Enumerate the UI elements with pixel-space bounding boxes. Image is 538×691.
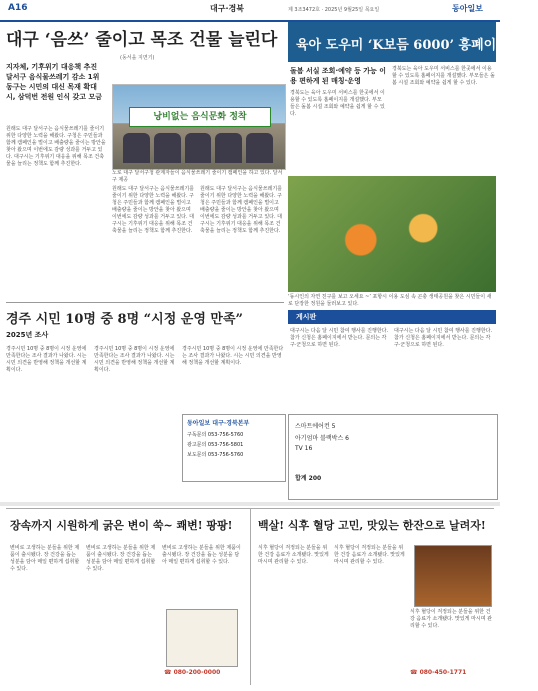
section-divider (0, 502, 500, 506)
main-photo (112, 84, 286, 170)
ad-left-body: 변비로 고생하는 분들을 위한 제품이 출시됐다. 장 건강을 돕는 성분을 담아 매일 편하게 섭취할 수 있다. (86, 545, 156, 572)
product-drink-icon (414, 545, 492, 607)
butterfly-photo (288, 176, 496, 292)
notice-title: 게시판 (296, 313, 317, 321)
ad-left-body: 변비로 고생하는 분들을 위한 제품이 출시됐다. 장 건강을 돕는 성분을 담아 매일 편하게 섭취할 수 있다. (162, 545, 241, 565)
ad-right-body: 식후 혈당이 걱정되는 분들을 위한 건강 음료가 소개됐다. 맛있게 마시며 관리할 수 있다. (410, 609, 492, 629)
right-subhead: 돌봄 서실 조회·예약 등 가능 이용 편하게 된 매칭·운영 (290, 67, 386, 85)
lower-body: 경주시민 10명 중 8명이 시정 운영에 만족한다는 조사 결과가 나왔다. 시는 시민 의견을 반영해 정책을 개선할 계획이다. (182, 346, 284, 366)
ad-left-headline: 장속까지 시원하게 굵은 변이 쑥~ 쾌변! 팡팡! (10, 519, 233, 532)
subhead: 달서구 음식물쓰레기 감소 1위 (6, 73, 100, 81)
notice-body: 대구시는 다음 달 시민 참여 행사를 진행한다. 참가 신청은 홈페이지에서 받는다. 문의는 각 구·군청으로 하면 된다. (290, 328, 389, 348)
contact-row: 보도문의 053-756-5760 (187, 452, 244, 458)
right-photo-caption: ‘동시인의 자연 친구를 보고 오세요 ~’ 포항시 이용 도심 속 곤충 생태공원을 찾은 시민들이 새로 단장한 정원을 둘러보고 있다. (288, 294, 492, 307)
person-figure (123, 133, 150, 163)
main-body-col: 원래도 대구 달서구는 음식물쓰레기를 줄이기 위한 다양한 노력을 해왔다. 구청은 주민들과 함께 캠페인을 벌이고 배출량을 줄이는 방안을 찾아 왔으며 이번에도 감량 성과를 거두고 있다. 대구시는 기후위기 대응을 위해 목조 건축물을 늘리는 정책도 함께 추진한다. (200, 186, 283, 234)
ad-left-body: 변비로 고생하는 분들을 위한 제품이 출시됐다. 장 건강을 돕는 성분을 담아 매일 편하게 섭취할 수 있다. (10, 545, 80, 572)
person-figure (154, 133, 181, 163)
issue-date: 제 3조3472호 · 2025년 9월25일 목요일 (288, 7, 380, 13)
subhead: 시, 삼덕번 전원 인식 갖고 모금 (6, 93, 102, 101)
subhead: 동구는 시민의 대신 목재 확대 (6, 83, 97, 91)
lower-subhead: 2025년 조사 (6, 331, 49, 339)
ad-left-phone: ☎ 080-200-0000 (164, 669, 221, 676)
person-figure (246, 133, 273, 163)
main-body-col: 원래도 대구 달서구는 음식물쓰레기를 줄이기 위한 다양한 노력을 해왔다. 구청은 주민들과 함께 캠페인을 벌이고 배출량을 줄이는 방안을 찾아 왔으며 이번에도 감량 성과를 거두고 있다. 대구시는 기후위기 대응을 위해 목조 건축물을 늘리는 정책도 함께 추진한다. (112, 186, 195, 234)
lower-body: 경주시민 10명 중 8명이 시정 운영에 만족한다는 조사 결과가 나왔다. 시는 시민 의견을 반영해 정책을 개선할 계획이다. (94, 346, 175, 373)
right-headline-box (288, 22, 538, 62)
notice-bar (288, 310, 496, 324)
section-name: 대구·경북 (210, 4, 244, 13)
ad-right-phone: ☎ 080-450-1771 (410, 669, 467, 676)
ad-band (6, 508, 494, 685)
lower-body: 경주시민 10명 중 8명이 시정 운영에 만족한다는 조사 결과가 나왔다. 시는 시민 의견을 반영해 정책을 개선할 계획이다. (6, 346, 87, 373)
product-box-icon (166, 609, 238, 667)
ranking-item: TV 16 (295, 445, 313, 452)
contact-row: 구독문의 053-756-5760 (187, 432, 244, 438)
ranking-item: 아기엄마 블랙박스 6 (295, 435, 350, 442)
photo-banner: 낭비없는 음식문화 정착 (129, 107, 271, 127)
page-header (0, 0, 500, 22)
people-silhouettes (123, 133, 273, 163)
lower-headline: 경주 시민 10명 중 8명 “시정 운영 만족” (6, 312, 244, 327)
ad-right-headline: 백살! 식후 혈당 고민, 맛있는 한잔으로 날려자! (258, 519, 486, 532)
ad-right-body: 식후 혈당이 걱정되는 분들을 위한 건강 음료가 소개됐다. 맛있게 마시며 관리할 수 있다. (258, 545, 329, 565)
person-figure (215, 133, 242, 163)
ranking-total: 합계 200 (295, 475, 322, 482)
subhead: 지자체, 기후위기 대응책 추진 (6, 63, 98, 71)
contact-title: 동아일보 대구·경북본부 (187, 420, 250, 427)
main-headline: 대구 ‘음쓰’ 줄이고 목조 건물 늘린다 (6, 30, 278, 50)
main-photo-caption: 노로 대구 달서구청 관계자들이 음식물쓰레기 줄이기 캠페인을 하고 있다. 달서구 제공 (112, 170, 283, 183)
contact-box (182, 414, 286, 482)
main-byline: (동서을 지면기) (120, 55, 155, 61)
page-number: A16 (8, 3, 28, 13)
main-subheads (6, 62, 110, 102)
main-body-col: 원래도 대구 달서구는 음식물쓰레기를 줄이기 위한 다양한 노력을 해왔다. 구청은 주민들과 함께 캠페인을 벌이고 배출량을 줄이는 방안을 찾아 왔으며 이번에도 감량 성과를 거두고 있다. 대구시는 기후위기 대응을 위해 목조 건축물을 늘리는 정책도 함께 추진한다. (6, 126, 106, 167)
ad-divider (250, 509, 251, 685)
divider (6, 302, 284, 303)
person-figure (185, 133, 212, 163)
newspaper-logo: 동아일보 (452, 4, 483, 13)
right-headline: 육아 도우미 ‘K보듬 6000’ 흥폐이지 개설 (296, 38, 538, 53)
contact-row: 광고문의 053-756-5801 (187, 442, 244, 448)
ranking-box (288, 414, 498, 500)
right-body: 경북도는 육아 도우미 서비스를 한곳에서 이용할 수 있도록 홈페이지를 개설했다. 부모들은 돌봄 시설 조회와 예약을 쉽게 할 수 있다. (290, 90, 385, 117)
ad-right-body: 식후 혈당이 걱정되는 분들을 위한 건강 음료가 소개됐다. 맛있게 마시며 관리할 수 있다. (334, 545, 405, 565)
right-body: 경북도는 육아 도우미 서비스를 한곳에서 이용할 수 있도록 홈페이지를 개설했다. 부모들은 돌봄 시설 조회와 예약을 쉽게 할 수 있다. (392, 66, 495, 86)
notice-body: 대구시는 다음 달 시민 참여 행사를 진행한다. 참가 신청은 홈페이지에서 받는다. 문의는 각 구·군청으로 하면 된다. (394, 328, 493, 348)
ranking-item: 스마트에어컨 5 (295, 423, 336, 430)
